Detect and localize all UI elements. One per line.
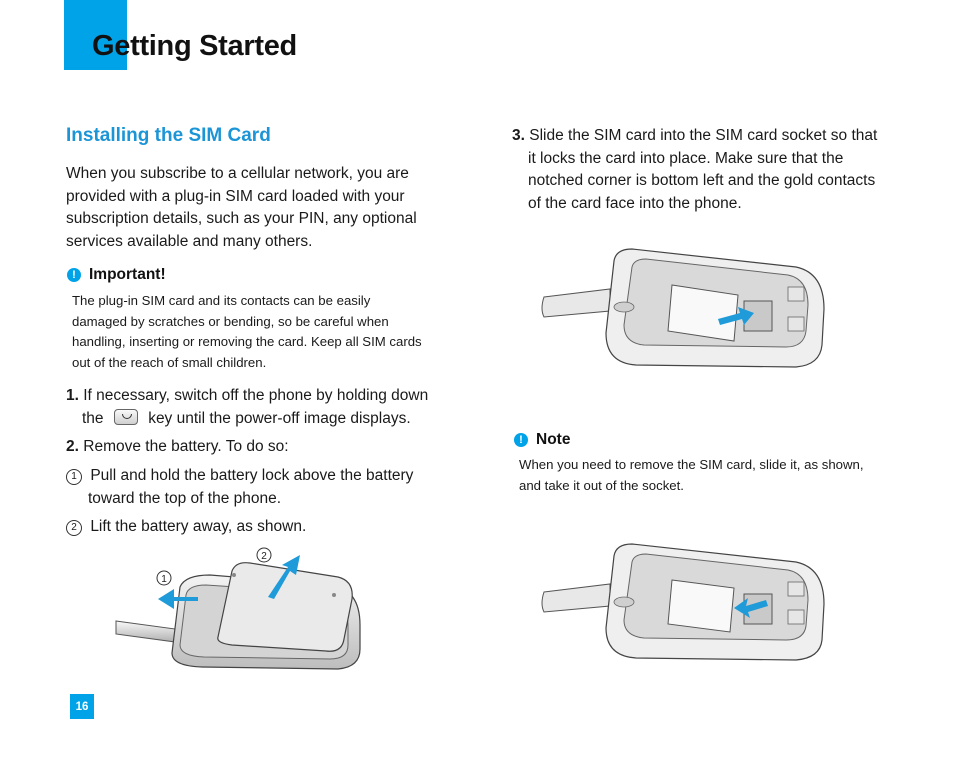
step-1: 1. If necessary, switch off the phone by holding down the key until the power-off image displays. [66,387,429,427]
step-3: 3. Slide the SIM card into the SIM card socket so that it locks the card into place. Make sure that the notched corner is bottom left and the gold contacts of the card face into the phone. [512,127,878,212]
page-title: Getting Started [92,30,297,62]
figure-label-2: 2 [261,551,267,562]
sim-insert-illustration [540,245,830,375]
important-callout-heading [67,266,166,284]
sim-card-shape [668,580,734,632]
contact-pad-shape [788,317,804,331]
contact-pad-shape [788,582,804,596]
antenna-shape [542,289,610,317]
battery-screw-shape [332,593,336,597]
step-2-sub-1: 1 Pull and hold the battery lock above the battery toward the top of the phone. [66,465,456,510]
note-text: When you need to remove the SIM card, slide it, as shown, and take it out of the socket. [519,457,864,493]
figure-label-1: 1 [161,574,167,585]
hinge-shape [614,597,634,607]
sim-card-shape [668,285,738,341]
important-text: The plug-in SIM card and its contacts can be easily damaged by scratches or bending, so be careful when handling, inserting or removing the card. Keep all SIM cards out of the reach of small children. [72,293,422,370]
battery-removal-illustration [110,545,370,675]
note-label: Note [536,431,571,448]
contact-pad-shape [788,610,804,624]
exclamation-icon: ! [514,433,528,447]
battery-screw-shape [232,573,236,577]
step-2-sub-2: 2 Lift the battery away, as shown. [66,516,456,539]
section-title: Installing the SIM Card [66,125,271,146]
hinge-shape [614,302,634,312]
step-2: 2. Remove the battery. To do so: [66,438,289,455]
sim-remove-illustration [540,540,830,665]
contact-pad-shape [788,287,804,301]
page-number: 16 [70,694,94,719]
antenna-shape [542,584,610,612]
end-key-icon [114,409,138,425]
exclamation-icon: ! [67,268,81,282]
note-callout-heading [514,431,570,449]
circled-number-1: 1 [66,469,82,485]
important-label: Important! [89,266,166,283]
circled-number-2: 2 [66,520,82,536]
intro-paragraph: When you subscribe to a cellular network, you are provided with a plug-in SIM card loaded with your subscription details, such as your PIN, any optional services available and many others. [66,165,417,250]
